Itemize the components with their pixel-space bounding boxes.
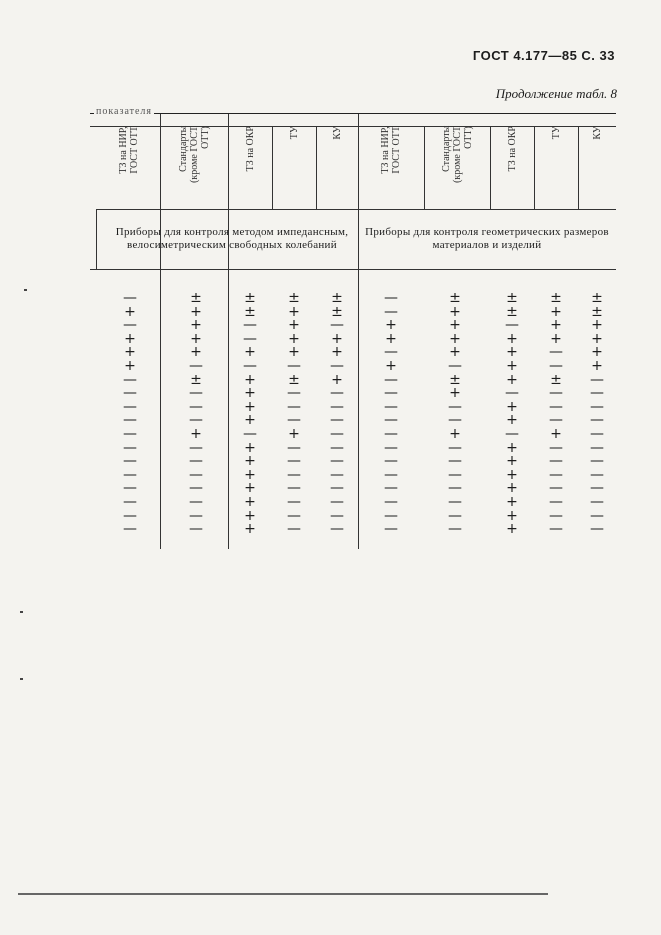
mark-cell: — bbox=[590, 371, 604, 388]
mark-cell: — bbox=[549, 453, 563, 470]
marks-column bbox=[240, 292, 260, 537]
mark-cell: — bbox=[384, 371, 398, 388]
table-continuation-label: Продолжение табл. 8 bbox=[495, 86, 617, 101]
mark-cell: + bbox=[124, 303, 136, 320]
mark-cell: — bbox=[330, 466, 344, 483]
mark-cell: — bbox=[287, 385, 301, 402]
mark-cell: — bbox=[590, 412, 604, 429]
stub-column-label: показателя bbox=[96, 106, 153, 117]
mark-cell: + bbox=[124, 330, 136, 347]
mark-cell: — bbox=[123, 317, 137, 334]
column-header: КУ bbox=[331, 126, 343, 140]
mark-cell: — bbox=[549, 412, 563, 429]
mark-cell: + bbox=[190, 303, 202, 320]
mark-cell: ± bbox=[288, 290, 300, 306]
mark-cell: + bbox=[449, 344, 461, 361]
mark-cell: — bbox=[189, 493, 203, 510]
mark-cell: — bbox=[448, 493, 462, 510]
group-rule bbox=[96, 209, 616, 210]
mark-cell: — bbox=[243, 317, 257, 334]
mark-cell: — bbox=[243, 330, 257, 347]
mark-cell: + bbox=[449, 425, 461, 442]
mark-cell: + bbox=[244, 371, 256, 388]
mark-cell: — bbox=[330, 398, 344, 415]
mark-cell: — bbox=[590, 507, 604, 524]
mark-cell: + bbox=[244, 466, 256, 483]
mark-cell: + bbox=[550, 330, 562, 347]
mark-cell: — bbox=[123, 290, 137, 306]
mark-cell: ± bbox=[506, 290, 518, 306]
mark-cell: + bbox=[244, 344, 256, 361]
mark-cell: + bbox=[124, 357, 136, 374]
marks-column bbox=[186, 292, 206, 537]
mark-cell: — bbox=[287, 480, 301, 497]
mark-cell: + bbox=[506, 412, 518, 429]
mark-cell: ± bbox=[591, 303, 603, 320]
mark-cell: — bbox=[448, 521, 462, 538]
mark-cell: — bbox=[448, 453, 462, 470]
mark-cell: — bbox=[287, 466, 301, 483]
mark-cell: — bbox=[590, 398, 604, 415]
mark-cell: — bbox=[448, 357, 462, 374]
mark-cell: ± bbox=[190, 371, 202, 388]
requirements-table bbox=[90, 106, 616, 549]
mark-cell: — bbox=[123, 466, 137, 483]
mark-cell: — bbox=[123, 480, 137, 497]
mark-cell: ± bbox=[550, 371, 562, 388]
mark-cell: + bbox=[506, 521, 518, 538]
mark-cell: + bbox=[244, 507, 256, 524]
mark-cell: — bbox=[384, 344, 398, 361]
mark-cell: — bbox=[189, 398, 203, 415]
mark-cell: — bbox=[330, 493, 344, 510]
mark-cell: + bbox=[331, 344, 343, 361]
mark-cell: — bbox=[287, 507, 301, 524]
mark-cell: + bbox=[288, 344, 300, 361]
mark-cell: — bbox=[123, 385, 137, 402]
mark-cell: — bbox=[287, 521, 301, 538]
marks-column bbox=[284, 292, 304, 537]
mark-cell: — bbox=[287, 493, 301, 510]
mark-cell: — bbox=[287, 398, 301, 415]
mark-cell: + bbox=[591, 357, 603, 374]
group-title-geometry: Приборы для контроля геометрических размеров материалов и изделий bbox=[365, 226, 609, 251]
mark-cell: + bbox=[124, 344, 136, 361]
mark-cell: — bbox=[549, 398, 563, 415]
mark-cell: — bbox=[189, 439, 203, 456]
marks-column bbox=[381, 292, 401, 537]
group-title-impedance: Приборы для контроля методом импедансным, велосиметрическим свободных колебаний bbox=[115, 226, 349, 251]
body-rule bbox=[90, 269, 616, 270]
mark-cell: — bbox=[123, 521, 137, 538]
mark-cell: — bbox=[123, 453, 137, 470]
mark-cell: — bbox=[448, 466, 462, 483]
mark-cell: — bbox=[287, 453, 301, 470]
mark-cell: — bbox=[590, 439, 604, 456]
mark-cell: — bbox=[549, 466, 563, 483]
mark-cell: — bbox=[189, 521, 203, 538]
mark-cell: + bbox=[591, 317, 603, 334]
mark-cell: + bbox=[449, 303, 461, 320]
mark-cell: ± bbox=[244, 303, 256, 320]
mark-cell: ± bbox=[506, 303, 518, 320]
mark-cell: — bbox=[505, 425, 519, 442]
mark-cell: — bbox=[123, 412, 137, 429]
marks-column bbox=[502, 292, 522, 537]
mark-cell: — bbox=[330, 439, 344, 456]
marks-column bbox=[327, 292, 347, 537]
mark-cell: — bbox=[590, 480, 604, 497]
mark-cell: — bbox=[384, 480, 398, 497]
mark-cell: + bbox=[506, 439, 518, 456]
marks-column bbox=[445, 292, 465, 537]
mark-cell: + bbox=[190, 425, 202, 442]
mark-cell: + bbox=[506, 453, 518, 470]
mark-cell: + bbox=[506, 371, 518, 388]
mark-cell: — bbox=[448, 439, 462, 456]
mark-cell: + bbox=[244, 480, 256, 497]
column-header: ТЗ на НИР, ГОСТ ОТТ bbox=[118, 126, 140, 174]
mark-cell: + bbox=[506, 398, 518, 415]
mark-cell: — bbox=[384, 425, 398, 442]
mark-cell: + bbox=[506, 480, 518, 497]
mark-cell: + bbox=[449, 317, 461, 334]
scan-speck bbox=[20, 611, 23, 613]
mark-cell: — bbox=[189, 480, 203, 497]
mark-cell: + bbox=[550, 303, 562, 320]
column-header: ТУ bbox=[550, 126, 562, 140]
mark-cell: + bbox=[244, 453, 256, 470]
mark-cell: + bbox=[244, 493, 256, 510]
mark-cell: + bbox=[591, 344, 603, 361]
mark-cell: ± bbox=[288, 371, 300, 388]
mark-cell: + bbox=[506, 357, 518, 374]
mark-cell: — bbox=[243, 425, 257, 442]
mark-cell: + bbox=[385, 357, 397, 374]
mark-cell: + bbox=[244, 412, 256, 429]
mark-cell: ± bbox=[331, 290, 343, 306]
mark-cell: + bbox=[449, 385, 461, 402]
mark-cell: — bbox=[287, 412, 301, 429]
marks-column bbox=[546, 292, 566, 537]
mark-cell: — bbox=[505, 317, 519, 334]
mark-cell: — bbox=[384, 521, 398, 538]
mark-cell: — bbox=[590, 425, 604, 442]
column-header: ТЗ на ОКР bbox=[506, 126, 518, 172]
mark-cell: — bbox=[384, 466, 398, 483]
mark-cell: — bbox=[123, 398, 137, 415]
mark-cell: — bbox=[384, 303, 398, 320]
mark-cell: + bbox=[591, 330, 603, 347]
mark-cell: — bbox=[330, 453, 344, 470]
mark-cell: — bbox=[549, 357, 563, 374]
mark-cell: — bbox=[123, 493, 137, 510]
mark-cell: — bbox=[384, 493, 398, 510]
mark-cell: — bbox=[384, 507, 398, 524]
column-header: ТУ bbox=[288, 126, 300, 140]
mark-cell: ± bbox=[331, 303, 343, 320]
mark-cell: — bbox=[384, 453, 398, 470]
mark-cell: ± bbox=[550, 290, 562, 306]
mark-cell: + bbox=[506, 344, 518, 361]
mark-cell: + bbox=[506, 493, 518, 510]
mark-cell: — bbox=[330, 317, 344, 334]
mark-cell: — bbox=[330, 521, 344, 538]
mark-cell: — bbox=[590, 453, 604, 470]
mark-cell: + bbox=[288, 425, 300, 442]
mark-cell: — bbox=[287, 439, 301, 456]
mark-cell: + bbox=[288, 303, 300, 320]
column-header: Стандарты (кроме ГОСТ ОТТ) bbox=[177, 126, 211, 183]
mark-cell: ± bbox=[449, 371, 461, 388]
mark-cell: — bbox=[549, 507, 563, 524]
mark-cell: — bbox=[505, 385, 519, 402]
mark-cell: + bbox=[550, 317, 562, 334]
mark-cell: — bbox=[590, 466, 604, 483]
mark-cell: — bbox=[590, 385, 604, 402]
mark-cell: — bbox=[384, 385, 398, 402]
mark-cell: — bbox=[123, 507, 137, 524]
mark-cell: + bbox=[449, 330, 461, 347]
mark-cell: — bbox=[549, 480, 563, 497]
mark-cell: + bbox=[385, 330, 397, 347]
mark-cell: — bbox=[448, 398, 462, 415]
scan-edge-line bbox=[18, 893, 548, 895]
mark-cell: + bbox=[244, 521, 256, 538]
mark-cell: — bbox=[384, 412, 398, 429]
column-header: КУ bbox=[591, 126, 603, 140]
mark-cell: — bbox=[384, 439, 398, 456]
mark-cell: — bbox=[123, 439, 137, 456]
mark-cell: + bbox=[288, 317, 300, 334]
marks-column bbox=[587, 292, 607, 537]
mark-cell: + bbox=[190, 317, 202, 334]
column-header: Стандарты (кроме ГОСТ ОТТ) bbox=[440, 126, 474, 183]
mark-cell: + bbox=[331, 371, 343, 388]
mark-cell: — bbox=[330, 412, 344, 429]
scan-speck bbox=[24, 289, 27, 291]
mark-cell: ± bbox=[591, 290, 603, 306]
mark-cell: + bbox=[190, 330, 202, 347]
mark-cell: — bbox=[189, 357, 203, 374]
mark-cell: + bbox=[550, 425, 562, 442]
mark-cell: ± bbox=[244, 290, 256, 306]
column-divider bbox=[96, 209, 97, 269]
mark-cell: — bbox=[448, 507, 462, 524]
mark-cell: — bbox=[549, 521, 563, 538]
mark-cell: — bbox=[384, 290, 398, 306]
mark-cell: + bbox=[244, 385, 256, 402]
mark-cell: — bbox=[189, 507, 203, 524]
page-header-code: ГОСТ 4.177—85 С. 33 bbox=[472, 48, 615, 63]
mark-cell: — bbox=[549, 493, 563, 510]
mark-cell: ± bbox=[190, 290, 202, 306]
mark-cell: + bbox=[244, 398, 256, 415]
mark-cell: — bbox=[590, 521, 604, 538]
mark-cell: — bbox=[384, 398, 398, 415]
mark-cell: — bbox=[189, 453, 203, 470]
mark-cell: ± bbox=[449, 290, 461, 306]
mark-cell: — bbox=[287, 357, 301, 374]
mark-cell: + bbox=[506, 330, 518, 347]
column-header: ТЗ на ОКР bbox=[244, 126, 256, 172]
scan-speck bbox=[20, 678, 23, 680]
column-header: ТЗ на НИР, ГОСТ ОТТ bbox=[380, 126, 402, 174]
mark-cell: — bbox=[330, 507, 344, 524]
mark-cell: — bbox=[123, 425, 137, 442]
mark-cell: + bbox=[331, 330, 343, 347]
mark-cell: + bbox=[506, 466, 518, 483]
mark-cell: — bbox=[123, 371, 137, 388]
mark-cell: — bbox=[549, 439, 563, 456]
mark-cell: — bbox=[189, 412, 203, 429]
mark-cell: — bbox=[330, 385, 344, 402]
mark-cell: — bbox=[448, 480, 462, 497]
mark-cell: — bbox=[330, 425, 344, 442]
mark-cell: + bbox=[288, 330, 300, 347]
mark-cell: — bbox=[189, 385, 203, 402]
mark-cell: — bbox=[189, 466, 203, 483]
mark-cell: — bbox=[549, 385, 563, 402]
mark-cell: — bbox=[330, 480, 344, 497]
mark-cell: + bbox=[190, 344, 202, 361]
mark-cell: — bbox=[590, 493, 604, 510]
marks-column bbox=[120, 292, 140, 537]
mark-cell: — bbox=[549, 344, 563, 361]
mark-cell: — bbox=[243, 357, 257, 374]
mark-cell: + bbox=[385, 317, 397, 334]
mark-cell: + bbox=[244, 439, 256, 456]
mark-cell: — bbox=[330, 357, 344, 374]
mark-cell: + bbox=[506, 507, 518, 524]
mark-cell: — bbox=[448, 412, 462, 429]
